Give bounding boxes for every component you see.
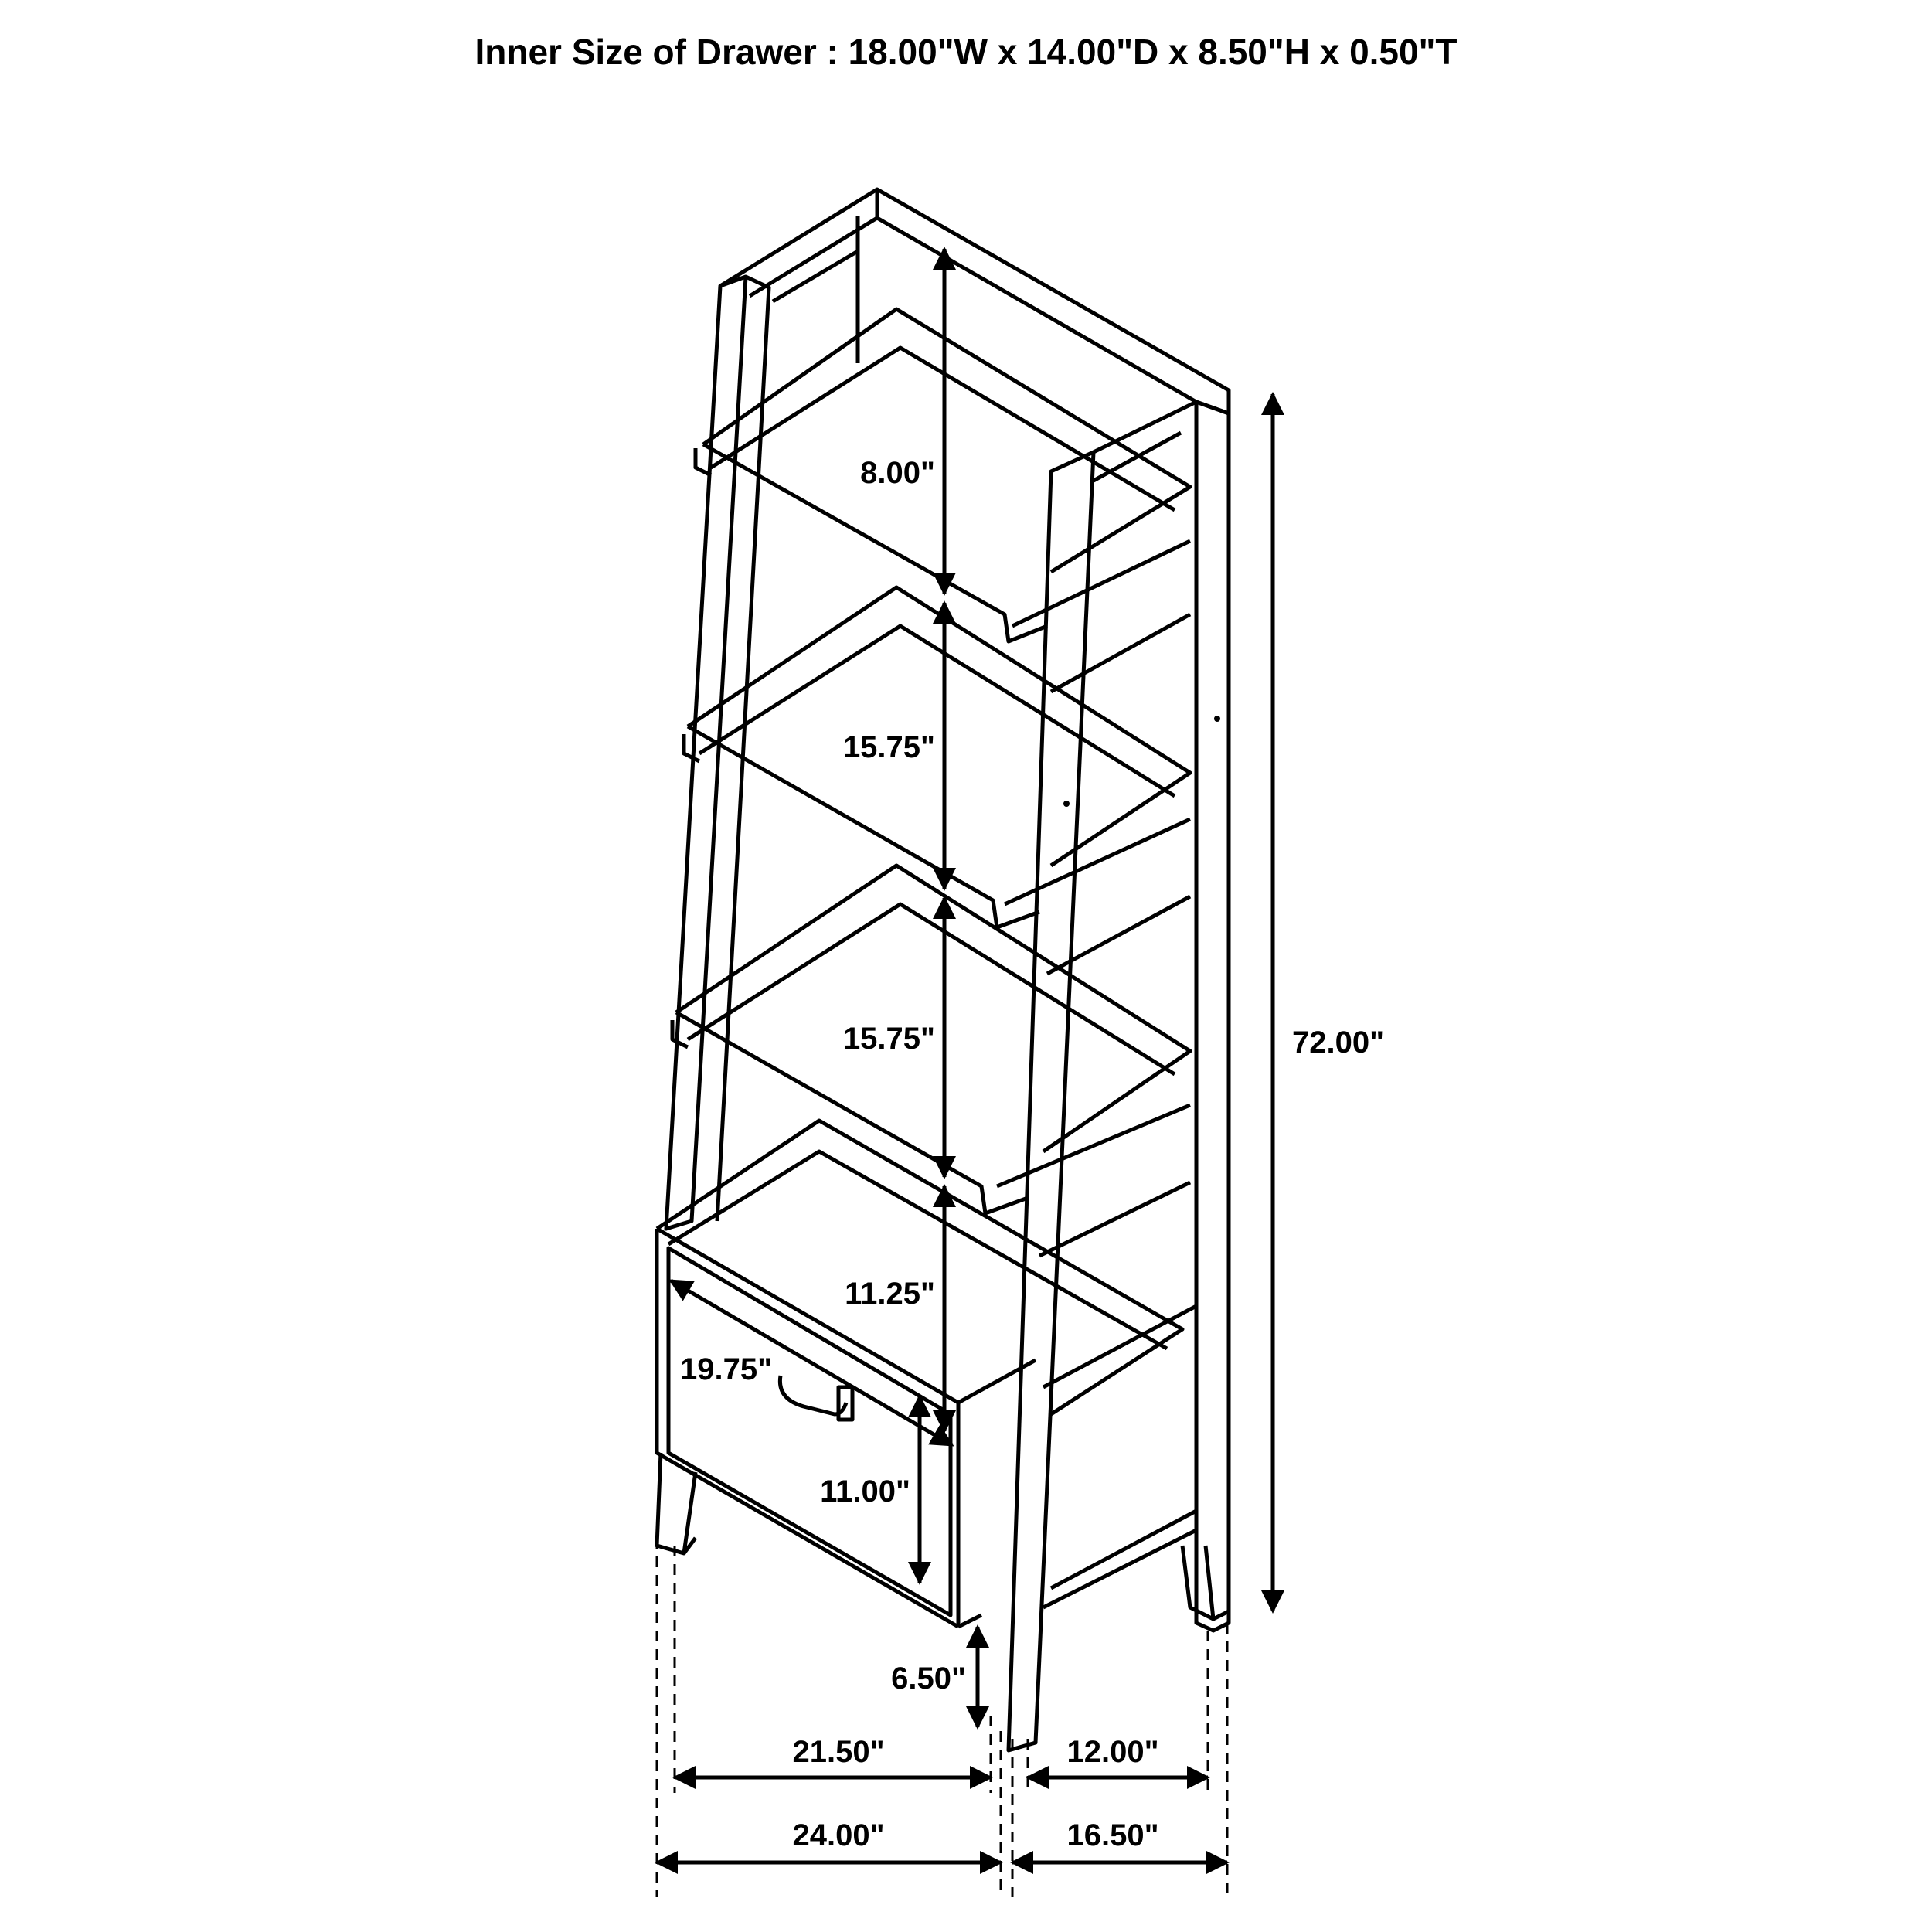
page-title: Inner Size of Drawer : 18.00"W x 14.00"D x 8.50"H x 0.50"T xyxy=(474,32,1458,72)
label-shelf-gap-top: 8.00" xyxy=(860,456,935,490)
label-inner-depth: 12.00" xyxy=(1066,1735,1159,1769)
drawer-handle xyxy=(780,1376,846,1414)
label-drawer-height: 11.00" xyxy=(820,1475,910,1509)
label-shelf-gap-3: 15.75" xyxy=(842,1022,935,1056)
label-shelf-gap-2: 15.75" xyxy=(842,730,935,764)
label-total-height: 72.00" xyxy=(1292,1026,1385,1060)
right-front-rail xyxy=(1009,452,1094,1750)
shelf-3 xyxy=(676,866,1190,1151)
shelf-2 xyxy=(688,587,1190,866)
label-inner-width: 21.50" xyxy=(792,1735,885,1769)
label-leg-height: 6.50" xyxy=(891,1662,966,1696)
label-overall-depth: 16.50" xyxy=(1066,1818,1159,1852)
label-cabinet-gap: 11.25" xyxy=(845,1277,935,1311)
label-overall-width: 24.00" xyxy=(792,1818,885,1852)
right-back-post xyxy=(1196,402,1229,1631)
label-drawer-width: 19.75" xyxy=(680,1352,773,1386)
shelf-1 xyxy=(703,309,1190,572)
leg-front-left xyxy=(657,1453,696,1553)
